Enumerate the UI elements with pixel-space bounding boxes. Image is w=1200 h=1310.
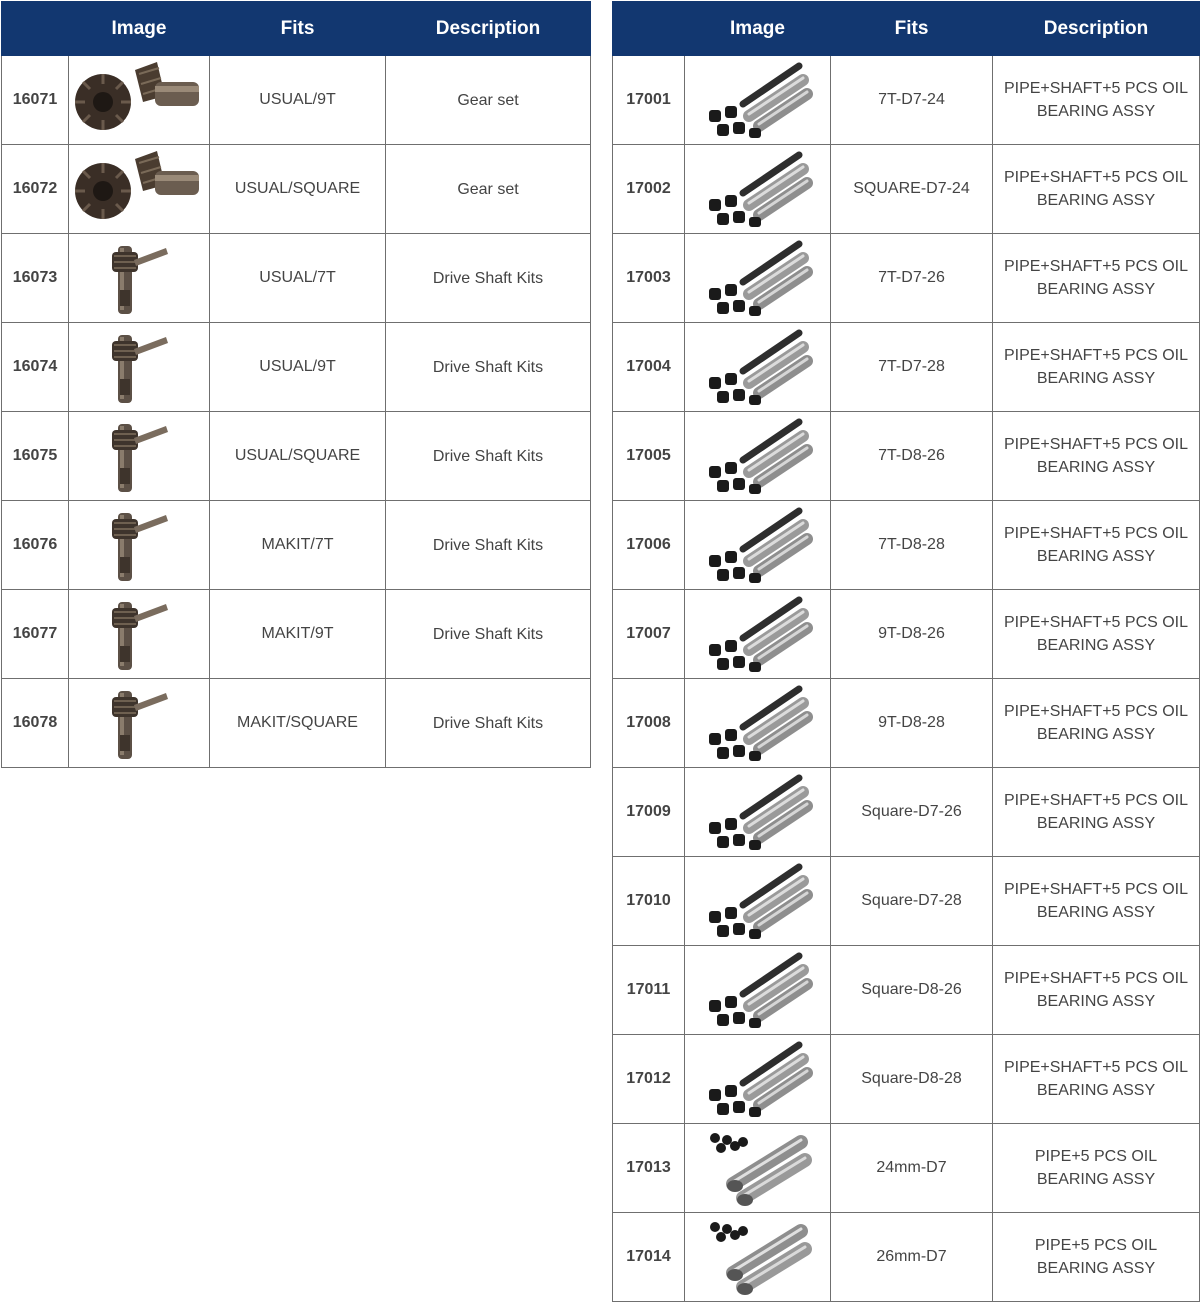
table-row <box>613 946 1200 1035</box>
header-code-blank <box>613 2 685 56</box>
header-fits: Fits <box>831 2 993 56</box>
header-code-blank <box>2 2 69 56</box>
product-description: Drive Shaft Kits <box>386 234 591 323</box>
product-image <box>685 145 831 234</box>
product-description: PIPE+5 PCS OIL BEARING ASSY <box>993 1213 1200 1302</box>
product-description: PIPE+SHAFT+5 PCS OIL BEARING ASSY <box>993 412 1200 501</box>
product-fits: MAKIT/9T <box>210 590 386 679</box>
product-code: 17008 <box>613 679 685 768</box>
header-description: Description <box>386 2 591 56</box>
table-row <box>613 323 1200 412</box>
pipe-shaft-bearing-icon <box>689 772 826 852</box>
table-row <box>2 679 591 768</box>
gear-set-icon <box>73 60 205 140</box>
product-code: 16077 <box>2 590 69 679</box>
product-image <box>685 679 831 768</box>
product-image <box>685 234 831 323</box>
product-image <box>69 501 210 590</box>
pipe-shaft-bearing-icon <box>689 594 826 674</box>
product-description: PIPE+SHAFT+5 PCS OIL BEARING ASSY <box>993 234 1200 323</box>
pipe-shaft-bearing-icon <box>689 416 826 496</box>
product-code: 16074 <box>2 323 69 412</box>
product-image <box>685 501 831 590</box>
product-description: Drive Shaft Kits <box>386 501 591 590</box>
product-image <box>685 857 831 946</box>
table-row <box>613 1124 1200 1213</box>
product-image <box>69 679 210 768</box>
product-image <box>685 768 831 857</box>
product-code: 17002 <box>613 145 685 234</box>
table-row <box>613 768 1200 857</box>
product-image <box>685 323 831 412</box>
product-description: PIPE+SHAFT+5 PCS OIL BEARING ASSY <box>993 323 1200 412</box>
product-fits: Square-D7-28 <box>831 857 993 946</box>
product-description: Drive Shaft Kits <box>386 412 591 501</box>
table-row <box>613 412 1200 501</box>
table-row <box>613 501 1200 590</box>
table-row <box>2 412 591 501</box>
product-fits: SQUARE-D7-24 <box>831 145 993 234</box>
product-fits: 7T-D7-24 <box>831 56 993 145</box>
pipe-shaft-bearing-icon <box>689 861 826 941</box>
product-fits: Square-D8-26 <box>831 946 993 1035</box>
drive-shaft-icon <box>73 416 205 496</box>
header-description: Description <box>993 2 1200 56</box>
table-row <box>613 145 1200 234</box>
table-row <box>613 679 1200 768</box>
product-image <box>685 1213 831 1302</box>
product-description: PIPE+SHAFT+5 PCS OIL BEARING ASSY <box>993 501 1200 590</box>
product-fits: USUAL/9T <box>210 56 386 145</box>
product-fits: 7T-D7-26 <box>831 234 993 323</box>
product-image <box>69 412 210 501</box>
product-fits: 26mm-D7 <box>831 1213 993 1302</box>
product-fits: 7T-D8-28 <box>831 501 993 590</box>
product-description: PIPE+SHAFT+5 PCS OIL BEARING ASSY <box>993 768 1200 857</box>
table-row <box>613 56 1200 145</box>
product-description: Gear set <box>386 145 591 234</box>
product-fits: MAKIT/7T <box>210 501 386 590</box>
product-description: Drive Shaft Kits <box>386 679 591 768</box>
product-image <box>69 590 210 679</box>
drive-shaft-icon <box>73 594 205 674</box>
product-image <box>685 590 831 679</box>
product-fits: USUAL/7T <box>210 234 386 323</box>
product-code: 16073 <box>2 234 69 323</box>
product-fits: 7T-D7-28 <box>831 323 993 412</box>
product-code: 17001 <box>613 56 685 145</box>
product-fits: 9T-D8-26 <box>831 590 993 679</box>
right-product-table <box>612 1 1200 1302</box>
product-description: PIPE+SHAFT+5 PCS OIL BEARING ASSY <box>993 56 1200 145</box>
pipe-shaft-bearing-icon <box>689 950 826 1030</box>
product-code: 17003 <box>613 234 685 323</box>
left-product-table <box>1 1 591 768</box>
product-description: PIPE+SHAFT+5 PCS OIL BEARING ASSY <box>993 857 1200 946</box>
product-image <box>685 1035 831 1124</box>
header-row <box>2 2 591 56</box>
table-row <box>2 145 591 234</box>
product-fits: Square-D8-28 <box>831 1035 993 1124</box>
table-row <box>2 590 591 679</box>
product-image <box>69 56 210 145</box>
table-row <box>613 234 1200 323</box>
drive-shaft-icon <box>73 505 205 585</box>
table-row <box>613 590 1200 679</box>
product-code: 16075 <box>2 412 69 501</box>
product-image <box>69 145 210 234</box>
product-description: PIPE+SHAFT+5 PCS OIL BEARING ASSY <box>993 946 1200 1035</box>
product-code: 16071 <box>2 56 69 145</box>
table-row <box>2 501 591 590</box>
gear-set-icon <box>73 149 205 229</box>
product-description: Drive Shaft Kits <box>386 590 591 679</box>
product-description: PIPE+SHAFT+5 PCS OIL BEARING ASSY <box>993 679 1200 768</box>
product-code: 17014 <box>613 1213 685 1302</box>
table-row <box>613 857 1200 946</box>
table-row <box>2 234 591 323</box>
product-image <box>685 412 831 501</box>
pipe-shaft-bearing-icon <box>689 1039 826 1119</box>
pipe-shaft-bearing-icon <box>689 149 826 229</box>
product-code: 17006 <box>613 501 685 590</box>
pipe-shaft-bearing-icon <box>689 505 826 585</box>
drive-shaft-icon <box>73 238 205 318</box>
product-code: 17010 <box>613 857 685 946</box>
product-code: 16072 <box>2 145 69 234</box>
pipe-shaft-bearing-icon <box>689 327 826 407</box>
table-row <box>2 56 591 145</box>
product-fits: 24mm-D7 <box>831 1124 993 1213</box>
product-code: 17013 <box>613 1124 685 1213</box>
product-image <box>685 1124 831 1213</box>
product-code: 17004 <box>613 323 685 412</box>
header-row <box>613 2 1200 56</box>
product-fits: 7T-D8-26 <box>831 412 993 501</box>
product-description: PIPE+SHAFT+5 PCS OIL BEARING ASSY <box>993 145 1200 234</box>
drive-shaft-icon <box>73 683 205 763</box>
product-image <box>685 946 831 1035</box>
header-image: Image <box>69 2 210 56</box>
product-fits: MAKIT/SQUARE <box>210 679 386 768</box>
pipe-shaft-bearing-icon <box>689 60 826 140</box>
product-code: 16078 <box>2 679 69 768</box>
pipe-bearing-icon <box>689 1217 826 1297</box>
drive-shaft-icon <box>73 327 205 407</box>
product-description: Drive Shaft Kits <box>386 323 591 412</box>
product-code: 17007 <box>613 590 685 679</box>
product-fits: USUAL/9T <box>210 323 386 412</box>
table-row <box>613 1035 1200 1124</box>
table-row <box>2 323 591 412</box>
product-fits: USUAL/SQUARE <box>210 145 386 234</box>
product-image <box>69 234 210 323</box>
product-code: 17005 <box>613 412 685 501</box>
pipe-shaft-bearing-icon <box>689 683 826 763</box>
product-fits: Square-D7-26 <box>831 768 993 857</box>
product-image <box>69 323 210 412</box>
product-code: 17009 <box>613 768 685 857</box>
header-fits: Fits <box>210 2 386 56</box>
product-fits: USUAL/SQUARE <box>210 412 386 501</box>
product-code: 17012 <box>613 1035 685 1124</box>
product-code: 17011 <box>613 946 685 1035</box>
product-description: PIPE+SHAFT+5 PCS OIL BEARING ASSY <box>993 1035 1200 1124</box>
pipe-bearing-icon <box>689 1128 826 1208</box>
pipe-shaft-bearing-icon <box>689 238 826 318</box>
product-description: Gear set <box>386 56 591 145</box>
product-code: 16076 <box>2 501 69 590</box>
product-description: PIPE+5 PCS OIL BEARING ASSY <box>993 1124 1200 1213</box>
product-fits: 9T-D8-28 <box>831 679 993 768</box>
header-image: Image <box>685 2 831 56</box>
product-description: PIPE+SHAFT+5 PCS OIL BEARING ASSY <box>993 590 1200 679</box>
table-row <box>613 1213 1200 1302</box>
product-image <box>685 56 831 145</box>
